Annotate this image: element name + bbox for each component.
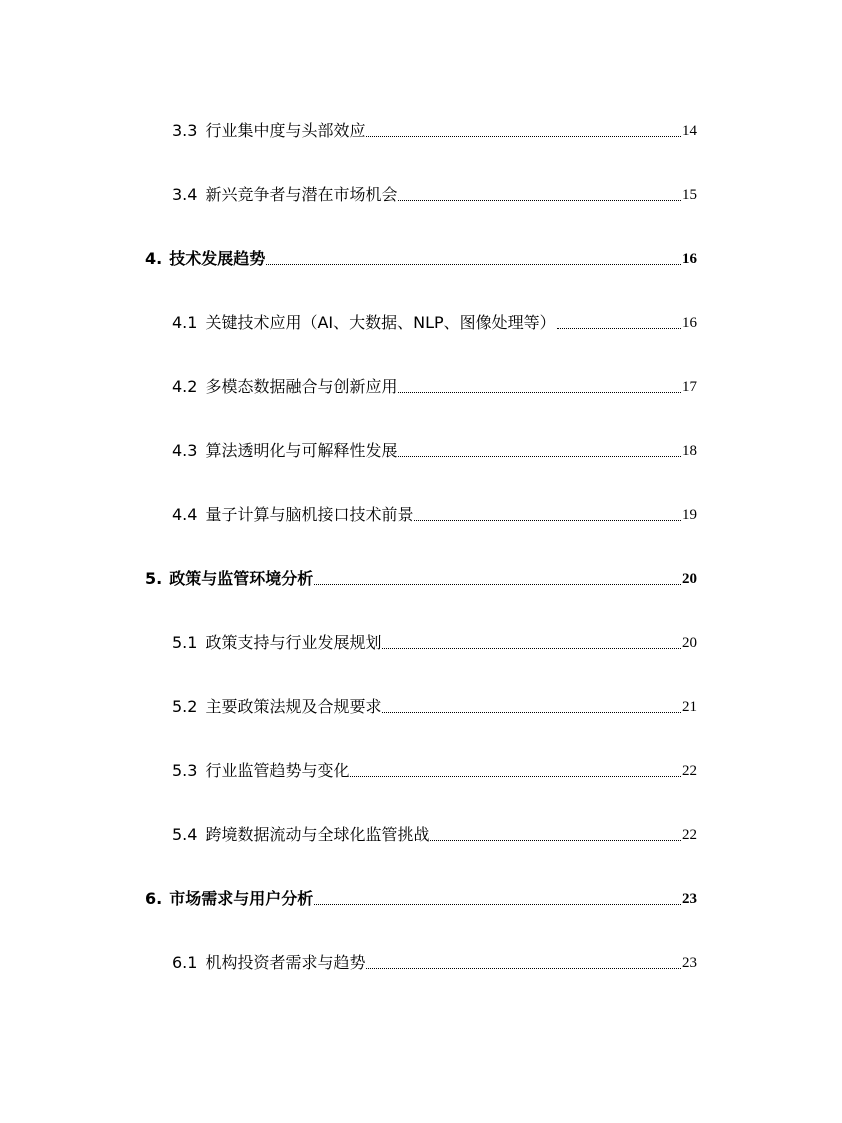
toc-entry-5[interactable] — [145, 566, 697, 590]
toc-entry-5-2[interactable] — [172, 694, 697, 718]
toc-entry-title: 行业监管趋势与变化 — [205, 761, 350, 780]
toc-entry-page: 22 — [682, 827, 697, 843]
toc-entry-4-3[interactable] — [172, 438, 697, 462]
toc-entry-title: 政策支持与行业发展规划 — [205, 633, 382, 652]
toc-entry-title: 机构投资者需求与趋势 — [205, 953, 366, 972]
dot-leader — [350, 776, 681, 777]
dot-leader — [366, 136, 681, 137]
toc-entry-number: 4.2 — [172, 377, 198, 396]
toc-entry-title: 市场需求与用户分析 — [169, 889, 314, 908]
dot-leader — [430, 840, 681, 841]
toc-entry-title: 新兴竞争者与潜在市场机会 — [205, 185, 398, 204]
dot-leader — [398, 392, 681, 393]
toc-entry-page: 19 — [682, 507, 697, 523]
toc-entry-title: 跨境数据流动与全球化监管挑战 — [205, 825, 430, 844]
toc-entry-page: 20 — [682, 635, 697, 651]
dot-leader — [382, 712, 681, 713]
dot-leader — [314, 584, 681, 585]
toc-entry-page: 17 — [682, 379, 697, 395]
toc-entry-number: 4.4 — [172, 505, 198, 524]
dot-leader — [266, 264, 681, 265]
toc-entry-page: 23 — [682, 955, 697, 971]
toc-entry-title: 技术发展趋势 — [169, 249, 266, 268]
toc-entry-page: 16 — [682, 251, 697, 267]
toc-entry-5-3[interactable] — [172, 758, 697, 782]
toc-entry-4-4[interactable] — [172, 502, 697, 526]
toc-entry-number: 5.4 — [172, 825, 198, 844]
dot-leader — [398, 200, 681, 201]
toc-entry-number: 4.3 — [172, 441, 198, 460]
toc-entry-page: 22 — [682, 763, 697, 779]
toc-entry-number: 3.4 — [172, 185, 198, 204]
toc-entry-page: 14 — [682, 123, 697, 139]
dot-leader — [366, 968, 681, 969]
toc-entry-number: 5. — [145, 569, 163, 588]
toc-entry-title: 主要政策法规及合规要求 — [205, 697, 382, 716]
toc-entry-page: 15 — [682, 187, 697, 203]
toc-entry-4-2[interactable] — [172, 374, 697, 398]
toc-entry-6-1[interactable] — [172, 950, 697, 974]
toc-entry-page: 23 — [682, 891, 697, 907]
toc-entry-3-3[interactable] — [172, 118, 697, 142]
toc-entry-number: 5.2 — [172, 697, 198, 716]
toc-entry-5-4[interactable] — [172, 822, 697, 846]
toc-entry-number: 5.1 — [172, 633, 198, 652]
toc-entry-page: 20 — [682, 571, 697, 587]
toc-entry-title: 量子计算与脑机接口技术前景 — [205, 505, 414, 524]
dot-leader — [382, 648, 681, 649]
toc-entry-3-4[interactable] — [172, 182, 697, 206]
toc-entry-page: 16 — [682, 315, 697, 331]
toc-entry-number: 5.3 — [172, 761, 198, 780]
toc-entry-number: 6.1 — [172, 953, 198, 972]
toc-entry-page: 18 — [682, 443, 697, 459]
dot-leader — [557, 328, 681, 329]
toc-entry-title: 政策与监管环境分析 — [169, 569, 314, 588]
toc-entry-6[interactable] — [145, 886, 697, 910]
toc-entry-title: 多模态数据融合与创新应用 — [205, 377, 398, 396]
toc-entry-title: 算法透明化与可解释性发展 — [205, 441, 398, 460]
toc-entry-page: 21 — [682, 699, 697, 715]
toc-entry-number: 3.3 — [172, 121, 198, 140]
dot-leader — [414, 520, 681, 521]
toc-entry-number: 4. — [145, 249, 163, 268]
toc-entry-4-1[interactable] — [172, 310, 697, 334]
dot-leader — [398, 456, 681, 457]
toc-entry-5-1[interactable] — [172, 630, 697, 654]
dot-leader — [314, 904, 681, 905]
toc-entry-number: 6. — [145, 889, 163, 908]
toc-entry-title: 关键技术应用（AI、大数据、NLP、图像处理等） — [205, 313, 556, 332]
toc-entry-4[interactable] — [145, 246, 697, 270]
toc-entry-title: 行业集中度与头部效应 — [205, 121, 366, 140]
toc-entry-number: 4.1 — [172, 313, 198, 332]
